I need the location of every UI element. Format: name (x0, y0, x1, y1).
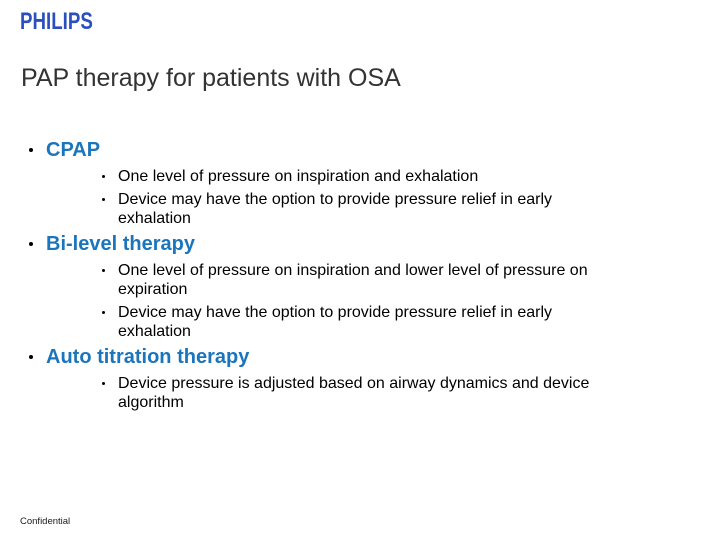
text-line: Device may have the option to provide pressure relief in early (118, 191, 552, 208)
sub-bullet-row (102, 190, 720, 228)
section-heading: Auto titration therapy (46, 346, 250, 368)
text-line: exhalation (118, 323, 191, 340)
sub-bullet-row (102, 303, 720, 341)
bullet-list (0, 137, 720, 412)
heading-row (29, 231, 720, 257)
heading-row (29, 137, 720, 163)
sub-bullet-text (118, 167, 478, 186)
sub-bullet-text (118, 261, 588, 299)
section-cpap (0, 137, 720, 228)
bullet-icon (29, 242, 33, 246)
bullet-icon (102, 175, 105, 178)
section-heading: CPAP (46, 139, 101, 161)
bullet-icon (102, 382, 105, 385)
bullet-icon (29, 355, 33, 359)
sub-bullet-text (118, 190, 552, 228)
text-line: One level of pressure on inspiration and exhalation (118, 168, 479, 185)
section-auto-titration-therapy (0, 344, 720, 412)
text-line: exhalation (118, 210, 191, 227)
sub-bullet-row (102, 167, 720, 186)
confidential-label: Confidential (20, 516, 71, 527)
sub-bullet-text (118, 374, 589, 412)
bullet-icon (29, 148, 33, 152)
bullet-icon (102, 198, 105, 201)
text-line: Device pressure is adjusted based on airway dynamics and device (118, 375, 590, 392)
bullet-icon (102, 269, 105, 272)
section-heading: Bi-level therapy (46, 233, 195, 255)
heading-row (29, 344, 720, 370)
philips-logo: PHILIPS (20, 8, 93, 35)
sub-bullet-text (118, 303, 552, 341)
text-line: One level of pressure on inspiration and lower level of pressure on (118, 262, 588, 279)
section-bi-level-therapy (0, 231, 720, 341)
page-title: PAP therapy for patients with OSA (21, 64, 401, 92)
text-line: algorithm (118, 394, 184, 411)
bullet-icon (102, 311, 105, 314)
text-line: expiration (118, 281, 188, 298)
sub-bullet-row (102, 261, 720, 299)
text-line: Device may have the option to provide pressure relief in early (118, 304, 552, 321)
sub-bullet-row (102, 374, 720, 412)
